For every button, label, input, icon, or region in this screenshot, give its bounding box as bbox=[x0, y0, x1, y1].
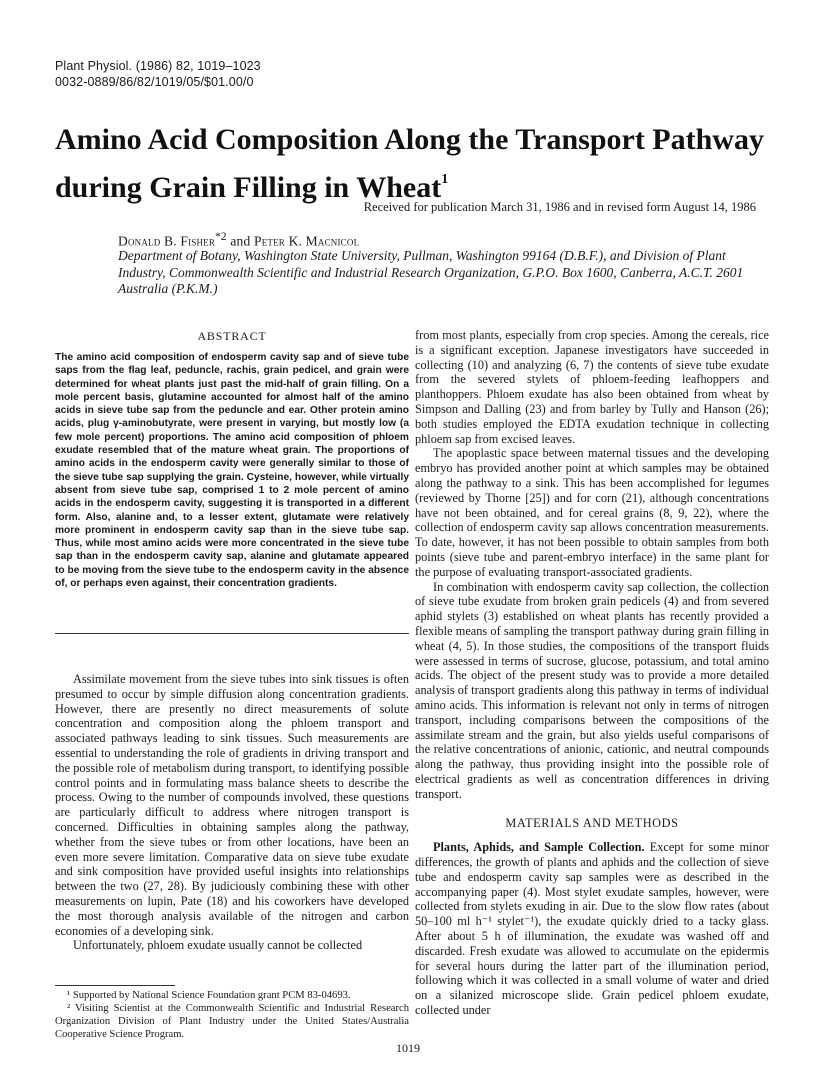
intro-paragraph: Assimilate movement from the sieve tubes into sink tissues is often presumed to occur by simple diffusion along concentration gradients. However, there are presently no direct measurements of solute concentration and composition along the phloem transport and associated pathways leading to sink tissues. Such measurements are essential to understanding the role of gradients in driving transport and the possible role of metabolism during transport, to identifying possible control points and in formulating mass balance sheets to describe the process. Owing to the number of compounds involved, these questions are particularly difficult to address where nitrogen transport is concerned. Difficulties in obtaining samples along the pathway, whether from the sieve tubes or from other locations, have been an even more severe limitation. Comparative data on sieve tube exudate and sink composition have provided useful insights into relationships between the two (27, 28). By judiciously combining these with other measurements on lupin, Pate (18) and his coworkers have developed the most thorough analysis available of the nitrogen and carbon economies of a developing sink. bbox=[55, 672, 409, 938]
introduction bbox=[55, 672, 409, 953]
run-in-heading: Plants, Aphids, and Sample Collection. bbox=[433, 840, 645, 855]
received-date: Received for publication March 31, 1986 and in revised form August 14, 1986 bbox=[363, 200, 756, 214]
article-code: 0032-0889/86/82/1019/05/$01.00/0 bbox=[55, 75, 254, 89]
body-paragraph: from most plants, especially from crop species. Among the cereals, rice is a significant exception. Japanese investigators have succeeded in collecting (10) and analyzing (6, 7) the contents of sieve tube exudate from the severed stylets of phloem-feeding leafhoppers and planthoppers. Phloem exudate has also been obtained from wheat by Simpson and Dalling (23) and from barley by Tully and Hanson (26); both studies employed the EDTA exudation technique in collecting phloem sap from excised leaves. bbox=[415, 328, 769, 446]
intro-paragraph: Unfortunately, phloem exudate usually cannot be collected bbox=[73, 938, 363, 953]
author-line bbox=[118, 231, 359, 250]
right-column bbox=[415, 328, 769, 1018]
author-conjunction: and bbox=[230, 233, 251, 249]
author-name: Peter K. Macnicol bbox=[254, 233, 360, 249]
journal-citation: Plant Physiol. (1986) 82, 1019–1023 bbox=[55, 59, 261, 73]
abstract-text: The amino acid composition of endosperm cavity sap and of sieve tube saps from the flag leaf, peduncle, rachis, grain pedicel, and grain were determined for wheat plants just past the mid-half of grain filling. On a mole percent basis, glutamine accounted for almost half of the amino acids in sieve tube sap from the peduncle and ear. Other protein amino acids, plug γ-aminobutyrate, were present in varying, but mostly low (a few mole percent) proportions. The amino acid composition of phloem exudate resembled that of the mature wheat grain. The proportions of amino acids in the endosperm cavity were generally similar to those of the sieve tube sap supplying the grain. Cysteine, however, while virtually absent from sieve tube sap, comprised 1 to 2 mole percent of amino acids in the endosperm cavity, suggesting it is transported in a different form. Also, alanine and, to a lesser extent, glutamate were relatively more prominent in endosperm cavity sap than in the sieve tube sap. Thus, while most amino acids were more concentrated in the sieve tube sap than in the endosperm cavity sap, alanine and glutamate appeared to be moving from the sieve tube to the endosperm cavity in the absence of, or perhaps even against, their concentration gradients. bbox=[55, 352, 409, 590]
author-name: Donald B. Fisher bbox=[118, 233, 216, 249]
author-mark: *2 bbox=[215, 231, 227, 243]
title-footnote-mark: 1 bbox=[441, 172, 449, 187]
footnotes bbox=[55, 989, 409, 1041]
body-paragraph bbox=[415, 840, 769, 1018]
body-paragraph: The apoplastic space between maternal tissues and the developing embryo has provided another point at which samples may be obtained along the pathway to a sink. This has been accomplished for legumes (reviewed by Thorne [25]) and for corn (21), although concentrations have not been obtained, and for cereal grains (8, 9, 22), where the collection of endosperm cavity sap allows concentration measurements. To date, however, it has not been possible to obtain samples from both points (sieve tube and parent-embryo interface) in the same plant for the purpose of evaluating transport-associated gradients. bbox=[415, 446, 769, 579]
paragraph-text: Except for some minor differences, the growth of plants and aphids and the collection of sieve tube and endosperm cavity sap samples were as described in the accompanying paper (4). Most stylet exudate samples, however, were collected from stylets exuding in air. Due to the slow flow rates (about 50–100 ml h⁻¹ stylet⁻¹), the exudate quickly dried to a tacky glass. After about 5 h of illumination, the exudate was washed off and discarded. Fresh exudate was allowed to accumulate on the epidermis for several hours during the latter part of the illumination period, following which it was collected in a small volume of water and dried on a silanized microscope slide. Grain pedicel phloem exudate, collected under bbox=[415, 840, 769, 1018]
section-heading: MATERIALS AND METHODS bbox=[505, 815, 679, 830]
footnote: ² Visiting Scientist at the Commonwealth Scientific and Industrial Research Organization Division of Plant Industry under the United States/Australia Cooperative Science Program. bbox=[55, 1003, 409, 1040]
footnote-divider bbox=[55, 985, 175, 986]
page-number: 1019 bbox=[396, 1041, 420, 1055]
footnote: ¹ Supported by National Science Foundation grant PCM 83-04693. bbox=[67, 990, 351, 1001]
body-paragraph: In combination with endosperm cavity sap collection, the collection of sieve tube exudate from broken grain pedicels (4) and from severed aphid stylets (3) established on wheat plants has recently provided a flexible means of sampling the transport pathway during grain filling in wheat (4, 5). In those studies, the compositions of the transport fluids were assessed in terms of sucrose, glucose, potassium, and total amino acids. The object of the present study was to provide a more detailed analysis of transport gradients along this pathway in terms of individual amino acids. This information is relevant not only in terms of nitrogen transport, including comparisons between the compositions of the assimilate stream and the grain, but also yields useful comparisons of the relative concentrations of anionic, cationic, and neutral compounds along the pathway, thus providing insight into the possible role of electrical gradients as well as concentration differences in driving transport. bbox=[415, 579, 769, 801]
article-title bbox=[55, 120, 775, 208]
article-title-text: Amino Acid Composition Along the Transport Pathway during Grain Filling in Wheat bbox=[55, 123, 764, 204]
affiliation: Department of Botany, Washington State University, Pullman, Washington 99164 (D.B.F.), and Division of Plant Industry, Commonwealth Scientific and Industrial Research Organization, G.P.O. Box 1600, Canberra, A.C.T. 2601 Australia (P.K.M.) bbox=[118, 248, 744, 296]
abstract-heading: ABSTRACT bbox=[197, 329, 267, 343]
abstract-divider bbox=[55, 633, 409, 634]
